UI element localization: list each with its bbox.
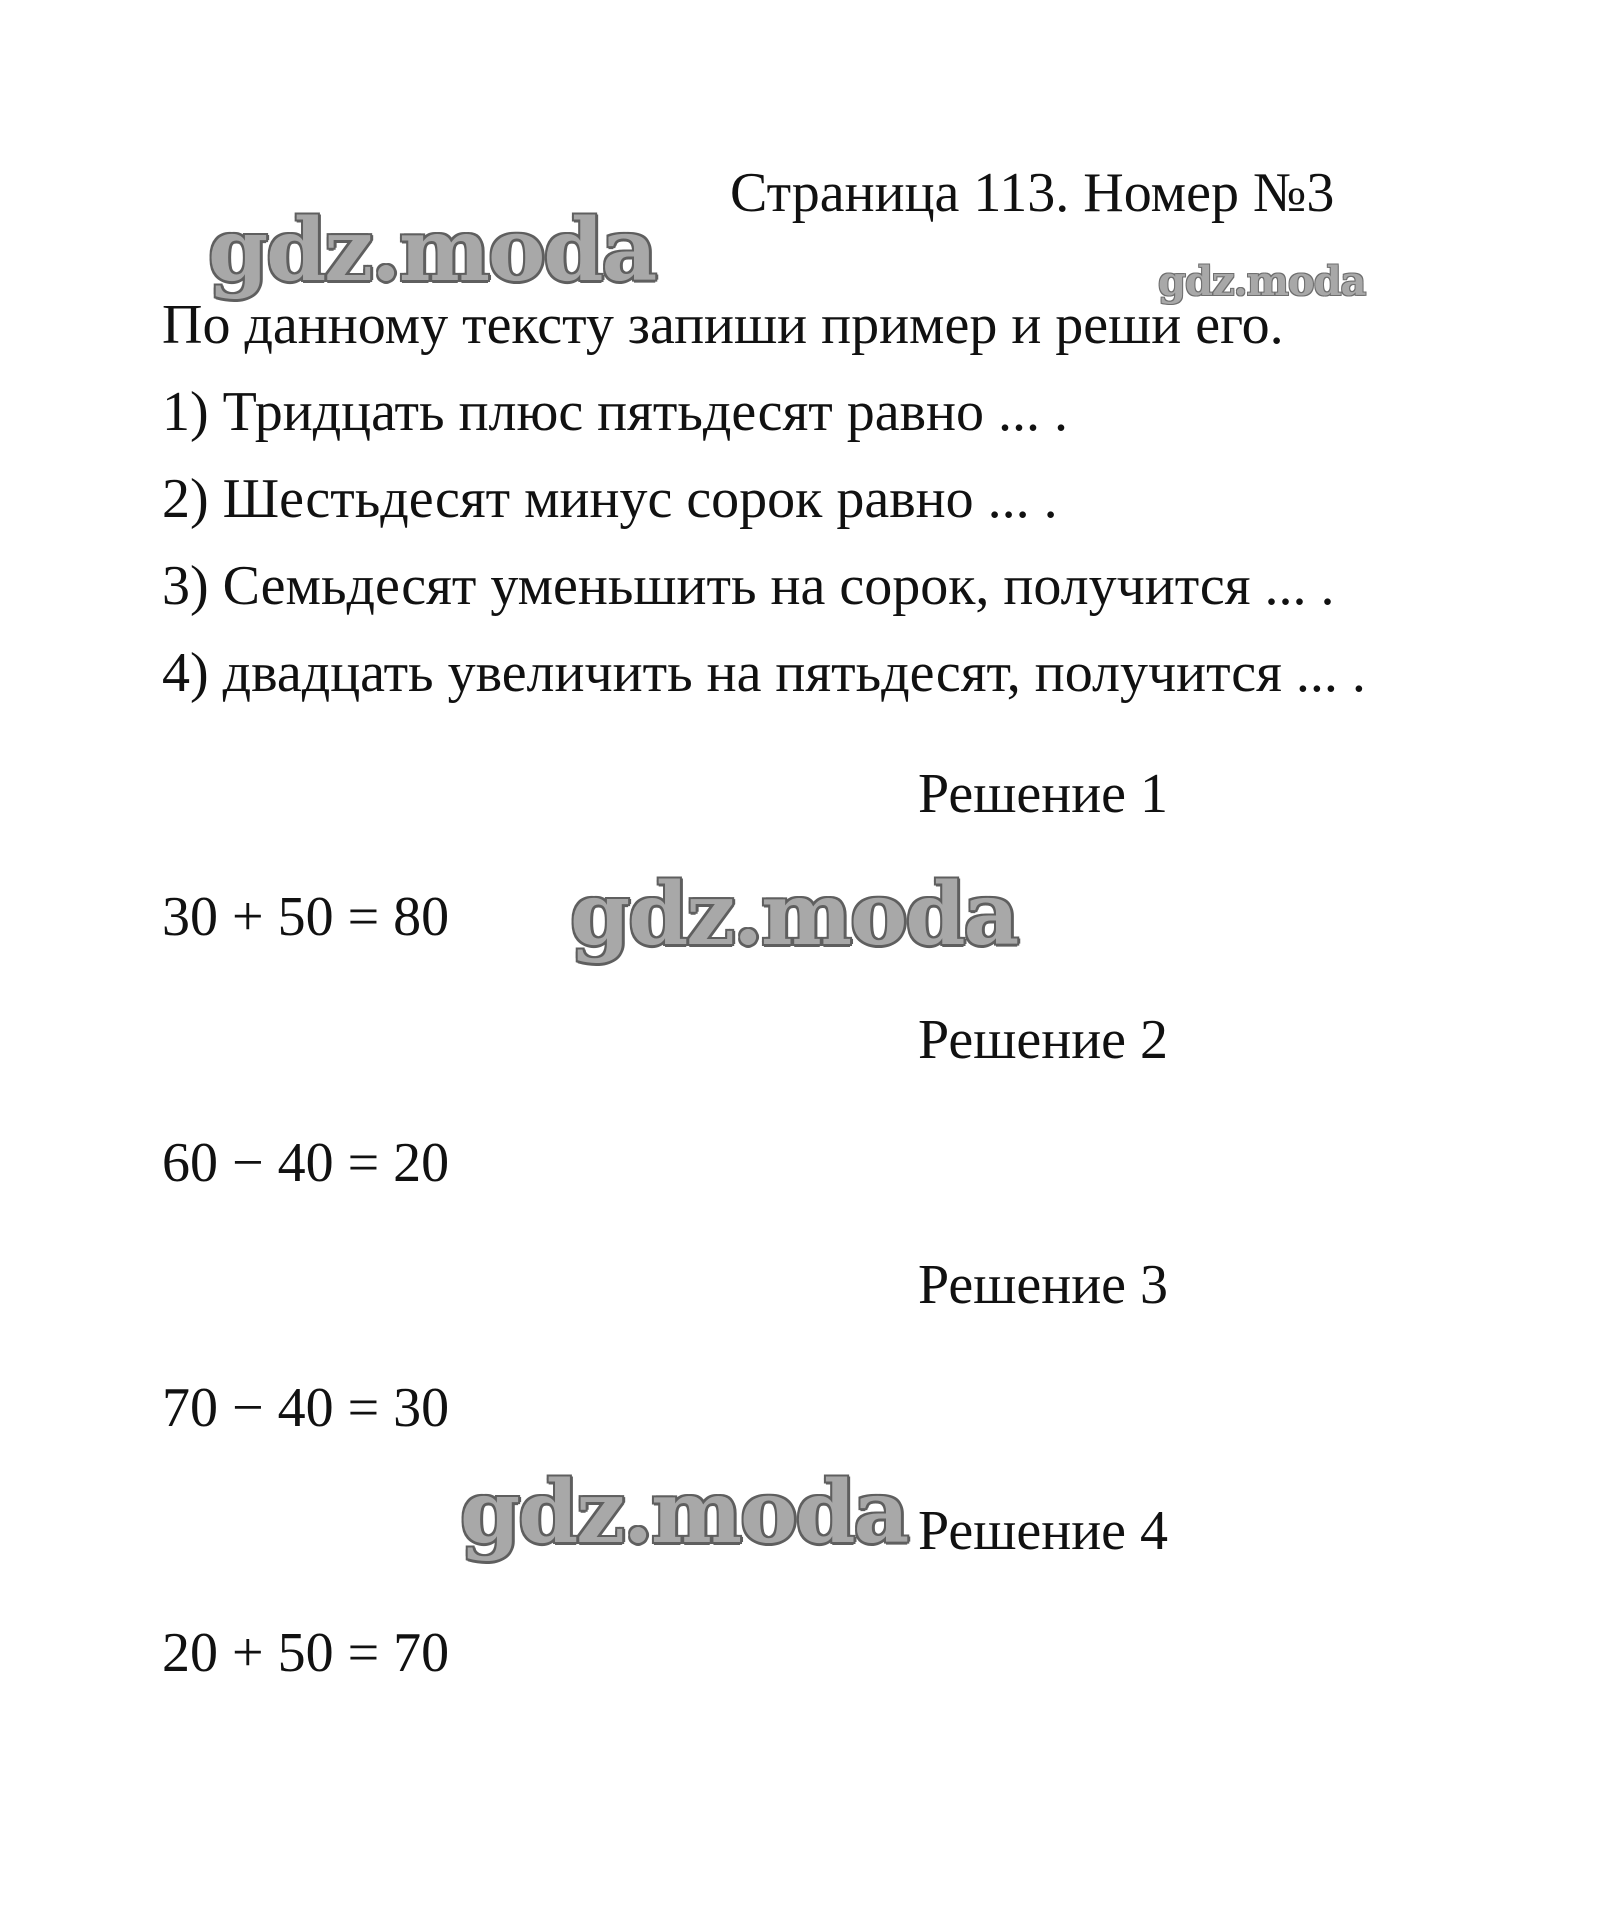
watermark-middle: gdz.moda	[570, 864, 1018, 965]
solution-equation-4: 20 + 50 = 70	[162, 1622, 450, 1684]
page-header: Страница 113. Номер №3	[730, 162, 1335, 224]
task-intro: По данному тексту запиши пример и реши его.	[162, 294, 1284, 356]
watermark-top-right: gdz.moda	[1158, 258, 1366, 305]
watermark-bottom: gdz.moda	[460, 1462, 908, 1563]
solution-equation-1: 30 + 50 = 80	[162, 886, 450, 948]
solution-title-1: Решение 1	[918, 763, 1169, 825]
solution-title-4: Решение 4	[918, 1500, 1169, 1562]
task-item-3: 3) Семьдесят уменьшить на сорок, получится ... .	[162, 555, 1335, 617]
task-item-4: 4) двадцать увеличить на пятьдесят, получится ... .	[162, 642, 1366, 704]
solution-title-3: Решение 3	[918, 1254, 1169, 1316]
solution-title-2: Решение 2	[918, 1009, 1169, 1071]
watermark-top-left: gdz.moda	[208, 200, 656, 301]
task-item-1: 1) Тридцать плюс пятьдесят равно ... .	[162, 381, 1069, 443]
solution-equation-2: 60 − 40 = 20	[162, 1132, 450, 1194]
task-item-2: 2) Шестьдесят минус сорок равно ... .	[162, 468, 1058, 530]
solution-equation-3: 70 − 40 = 30	[162, 1377, 450, 1439]
